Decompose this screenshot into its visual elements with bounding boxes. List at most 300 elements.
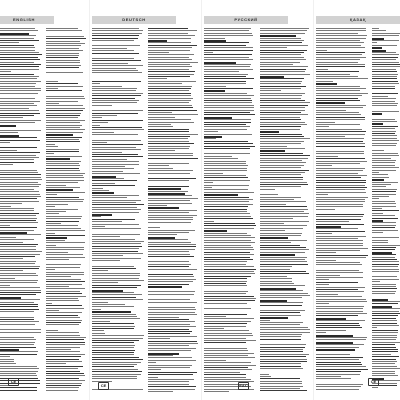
text-line	[0, 71, 11, 72]
text-line	[204, 318, 254, 319]
text-line	[260, 297, 302, 298]
text-line	[372, 177, 389, 178]
text-line	[204, 281, 247, 282]
text-line	[0, 74, 34, 75]
text-line	[204, 298, 256, 299]
text-line	[372, 227, 395, 228]
text-line	[148, 348, 196, 349]
text-line	[148, 391, 173, 392]
text-line	[204, 225, 256, 226]
text-line	[316, 35, 367, 36]
text-line	[92, 161, 139, 162]
text-line	[260, 165, 304, 166]
text-line	[46, 90, 82, 91]
text-line	[148, 264, 191, 265]
text-line	[372, 59, 396, 60]
text-line	[260, 283, 294, 284]
text-line	[148, 165, 169, 166]
text-line	[46, 125, 82, 126]
text-line	[372, 279, 399, 280]
text-line	[204, 182, 213, 183]
text-line	[372, 206, 396, 207]
text-line	[260, 216, 308, 217]
text-line	[148, 254, 190, 255]
text-line	[148, 35, 195, 36]
text-line	[148, 57, 189, 58]
text-line	[92, 142, 107, 143]
text-line	[0, 164, 13, 165]
text-line	[260, 98, 301, 99]
text-line	[204, 221, 214, 222]
text-line	[260, 90, 281, 91]
text-line	[92, 72, 142, 73]
text-line	[204, 86, 226, 87]
text-line	[316, 270, 359, 271]
text-column-ru-2	[260, 16, 310, 392]
text-line	[148, 33, 188, 34]
text-line	[46, 375, 85, 376]
text-line	[372, 361, 397, 362]
text-line	[372, 308, 400, 309]
text-line	[92, 224, 139, 225]
text-line	[372, 42, 377, 43]
text-line	[204, 59, 253, 60]
text-line	[148, 244, 196, 245]
text-line	[260, 293, 308, 294]
text-line	[316, 347, 359, 348]
text-line	[316, 233, 332, 234]
text-line	[46, 30, 82, 31]
text-line	[260, 223, 284, 224]
text-line	[46, 259, 69, 260]
text-line	[46, 180, 84, 181]
text-line	[316, 255, 368, 256]
text-line	[260, 366, 301, 367]
text-line	[0, 35, 36, 36]
text-line	[46, 312, 82, 313]
text-line	[372, 318, 396, 319]
text-line	[204, 340, 256, 341]
text-line	[0, 76, 39, 77]
text-line	[148, 180, 189, 181]
text-line	[92, 287, 137, 288]
text-line	[372, 284, 396, 285]
text-line	[372, 276, 397, 277]
text-line	[0, 40, 39, 41]
text-line	[204, 240, 251, 241]
text-line	[46, 139, 79, 140]
text-line	[260, 347, 305, 348]
text-line	[260, 197, 301, 198]
text-line	[204, 211, 247, 212]
text-line	[0, 363, 16, 364]
text-line	[92, 221, 122, 222]
text-line	[372, 145, 396, 146]
text-line	[372, 172, 379, 173]
text-line	[204, 158, 238, 159]
text-line	[260, 356, 306, 357]
text-line	[148, 107, 193, 108]
text-line	[260, 264, 308, 265]
text-line	[260, 374, 269, 375]
text-line	[46, 101, 78, 102]
text-line	[316, 122, 335, 123]
text-line	[316, 282, 358, 283]
text-line	[204, 168, 247, 169]
text-line	[46, 113, 81, 114]
text-line	[92, 299, 143, 300]
text-line	[46, 41, 80, 42]
text-line	[46, 344, 85, 345]
text-line	[204, 64, 251, 65]
text-line	[92, 105, 112, 106]
text-line	[372, 64, 400, 65]
text-line	[0, 179, 42, 180]
text-line	[372, 158, 391, 159]
text-line	[46, 141, 80, 142]
text-line	[260, 74, 310, 75]
text-line	[0, 213, 39, 214]
text-line	[0, 57, 38, 58]
text-line	[0, 263, 35, 264]
text-line	[204, 264, 246, 265]
text-line	[316, 339, 366, 340]
text-line	[0, 184, 41, 185]
text-line	[92, 120, 143, 121]
text-line	[0, 170, 37, 171]
text-line	[46, 383, 82, 384]
text-line	[148, 217, 193, 218]
text-line	[204, 114, 255, 115]
text-line	[204, 38, 225, 39]
text-line	[204, 216, 251, 217]
text-line	[92, 38, 138, 39]
text-line	[204, 245, 251, 246]
text-line	[260, 336, 301, 337]
text-line	[204, 367, 248, 368]
text-line	[92, 364, 137, 365]
text-line	[260, 158, 308, 159]
text-line	[260, 305, 302, 306]
text-line	[204, 110, 254, 111]
text-line	[92, 366, 134, 367]
text-line	[148, 83, 182, 84]
text-line	[260, 189, 275, 190]
text-line	[0, 186, 39, 187]
text-line	[204, 285, 247, 286]
text-line	[0, 78, 37, 79]
text-line	[204, 328, 224, 329]
text-line	[260, 276, 287, 277]
text-line	[148, 215, 197, 216]
text-line	[372, 237, 399, 238]
header-russian: РУССКИЙ	[204, 16, 288, 24]
text-line	[316, 389, 359, 390]
text-line	[316, 262, 360, 263]
text-line	[260, 368, 303, 369]
text-line	[260, 107, 305, 108]
text-line	[260, 93, 305, 94]
text-line	[46, 209, 78, 210]
text-line	[148, 379, 194, 380]
text-line	[148, 124, 171, 125]
text-line	[46, 291, 80, 292]
text-line	[316, 112, 359, 113]
text-line	[372, 359, 396, 360]
text-line	[92, 340, 139, 341]
text-line	[46, 332, 79, 333]
text-line	[148, 178, 196, 179]
text-line	[316, 194, 328, 195]
text-line	[260, 235, 301, 236]
text-line	[148, 329, 189, 330]
text-line	[316, 369, 368, 370]
text-line	[260, 100, 305, 101]
text-line	[372, 213, 383, 214]
text-line	[0, 198, 37, 199]
text-line	[0, 275, 38, 276]
text-line	[92, 374, 141, 375]
text-line	[316, 45, 361, 46]
text-line	[204, 254, 254, 255]
text-line	[260, 179, 303, 180]
text-line	[92, 70, 138, 71]
text-line	[46, 55, 79, 56]
text-line	[260, 247, 306, 248]
text-line	[260, 315, 301, 316]
text-line	[372, 194, 396, 195]
text-line	[260, 320, 270, 321]
text-line	[0, 329, 41, 330]
text-line	[260, 339, 301, 340]
text-line	[372, 150, 384, 151]
text-line	[316, 236, 366, 237]
text-line	[260, 332, 310, 333]
text-line	[316, 214, 364, 215]
text-line	[204, 50, 253, 51]
text-line	[316, 330, 346, 331]
text-line	[316, 50, 327, 51]
text-line	[204, 233, 247, 234]
text-line	[92, 202, 136, 203]
text-line	[204, 148, 250, 149]
text-line	[0, 113, 40, 114]
text-line	[0, 174, 41, 175]
text-line	[260, 174, 301, 175]
text-line	[204, 138, 216, 139]
text-line	[372, 281, 380, 282]
text-line	[148, 222, 191, 223]
text-line	[148, 42, 191, 43]
text-line	[260, 310, 305, 311]
text-line	[372, 201, 395, 202]
text-line	[92, 100, 139, 101]
text-line	[46, 264, 81, 265]
text-line	[204, 249, 254, 250]
text-line	[92, 98, 135, 99]
text-line	[204, 33, 252, 34]
text-line	[260, 136, 304, 137]
text-line	[204, 197, 249, 198]
text-line	[316, 224, 364, 225]
text-line	[316, 105, 366, 106]
text-line	[92, 236, 120, 237]
text-line	[92, 180, 137, 181]
text-line	[46, 163, 79, 164]
text-line	[92, 122, 108, 123]
text-line	[92, 350, 135, 351]
text-line	[0, 155, 36, 156]
text-line	[372, 88, 395, 89]
text-line	[92, 164, 139, 165]
text-line	[92, 273, 140, 274]
text-line	[260, 129, 300, 130]
text-line	[260, 162, 306, 163]
text-line	[204, 112, 250, 113]
text-line	[148, 158, 198, 159]
text-line	[148, 333, 190, 334]
text-line	[0, 317, 34, 318]
text-line	[316, 40, 360, 41]
text-line	[260, 66, 308, 67]
text-line	[46, 385, 81, 386]
text-line	[92, 318, 140, 319]
text-line	[92, 347, 134, 348]
text-line	[148, 239, 188, 240]
text-line	[316, 100, 360, 101]
text-line	[372, 28, 379, 29]
text-line	[316, 117, 365, 118]
text-line	[46, 310, 59, 311]
text-line	[46, 122, 80, 123]
text-line	[46, 216, 82, 217]
text-line	[316, 359, 359, 360]
text-line	[204, 74, 248, 75]
text-line	[0, 191, 39, 192]
text-line	[0, 339, 36, 340]
text-line	[46, 298, 78, 299]
text-line	[0, 380, 40, 381]
text-line	[0, 59, 40, 60]
text-line	[0, 117, 23, 118]
text-line	[316, 138, 364, 139]
text-line	[372, 174, 388, 175]
text-line	[46, 240, 65, 241]
text-line	[316, 216, 363, 217]
text-line	[316, 69, 328, 70]
text-line	[316, 151, 364, 152]
text-line	[372, 143, 397, 144]
text-line	[92, 58, 134, 59]
text-line	[0, 285, 10, 286]
text-line	[204, 321, 251, 322]
text-line	[92, 228, 141, 229]
text-line	[148, 86, 192, 87]
text-line	[316, 30, 366, 31]
text-line	[204, 42, 249, 43]
text-line	[372, 66, 400, 67]
text-line	[260, 388, 300, 389]
text-line	[204, 293, 246, 294]
text-line	[204, 78, 254, 79]
text-line	[204, 129, 247, 130]
text-line	[316, 221, 349, 222]
text-line	[148, 319, 189, 320]
text-line	[204, 308, 251, 309]
text-line	[316, 362, 361, 363]
text-line	[0, 30, 38, 31]
text-line	[372, 160, 396, 161]
text-line	[92, 53, 139, 54]
text-line	[204, 185, 249, 186]
text-line	[260, 211, 304, 212]
text-line	[92, 354, 134, 355]
text-line	[316, 287, 365, 288]
text-line	[92, 195, 139, 196]
text-line	[204, 218, 253, 219]
text-line	[260, 78, 304, 79]
text-line	[46, 279, 81, 280]
header-english: ENGLISH	[0, 16, 54, 24]
text-line	[0, 321, 39, 322]
text-line	[0, 375, 37, 376]
text-line	[372, 93, 398, 94]
text-line	[0, 294, 36, 295]
text-line	[92, 359, 143, 360]
text-line	[0, 280, 38, 281]
text-line	[46, 173, 85, 174]
text-line	[0, 292, 41, 293]
text-line	[204, 326, 246, 327]
text-line	[204, 269, 256, 270]
text-line	[92, 127, 142, 128]
text-line	[372, 111, 399, 112]
text-line	[316, 337, 367, 338]
text-line	[204, 35, 253, 36]
text-line	[92, 90, 136, 91]
text-line	[260, 114, 308, 115]
text-line	[92, 342, 134, 343]
text-line	[148, 143, 194, 144]
text-line	[372, 155, 399, 156]
text-line	[260, 134, 302, 135]
text-line	[46, 354, 85, 355]
text-line	[0, 110, 39, 111]
text-line	[372, 269, 399, 270]
text-line	[148, 291, 195, 292]
text-line	[46, 320, 82, 321]
text-line	[204, 323, 247, 324]
text-line	[204, 165, 248, 166]
text-line	[316, 354, 350, 355]
text-line	[204, 278, 247, 279]
text-line	[204, 126, 250, 127]
text-line	[46, 349, 71, 350]
text-line	[260, 122, 305, 123]
text-line	[204, 300, 255, 301]
text-line	[148, 129, 189, 130]
text-line	[316, 114, 361, 115]
text-line	[148, 105, 192, 106]
text-line	[372, 40, 399, 41]
text-line	[372, 320, 397, 321]
text-line	[372, 133, 395, 134]
text-line	[46, 245, 56, 246]
text-line	[148, 338, 170, 339]
text-line	[0, 140, 40, 141]
text-line	[0, 366, 37, 367]
text-line	[46, 221, 79, 222]
